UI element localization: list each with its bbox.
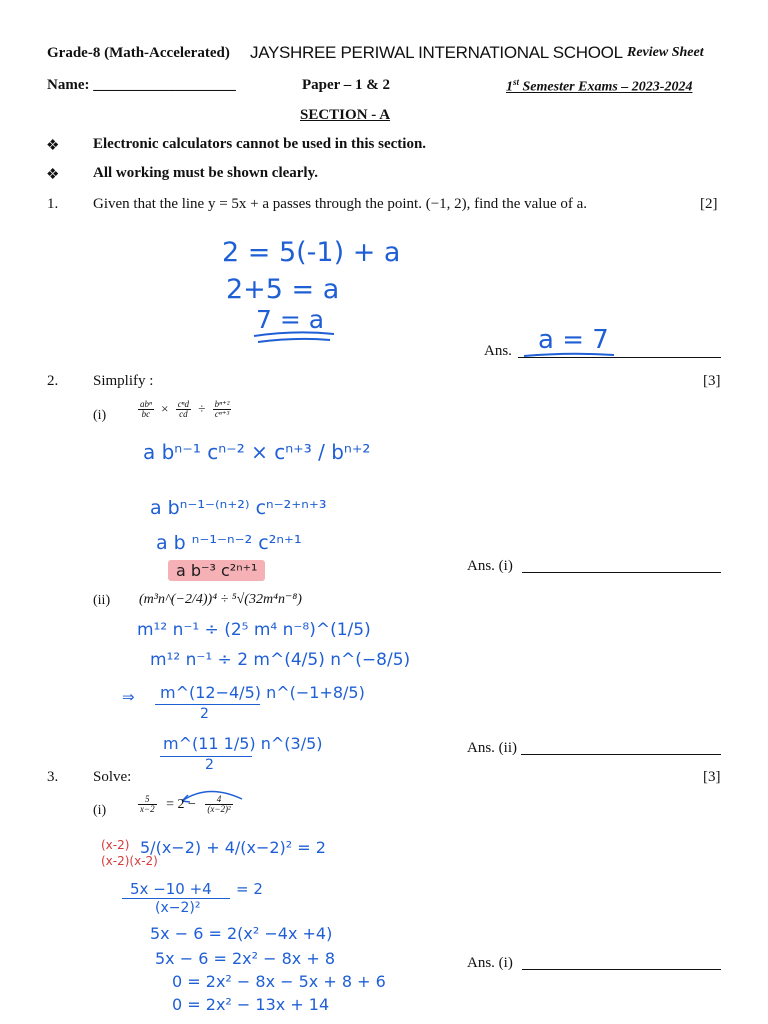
- answer-line: [522, 955, 721, 970]
- handwritten-work: m^(11 1/5) n^(3/5): [163, 734, 323, 753]
- handwritten-work: 2: [205, 757, 214, 773]
- paper-label: Paper – 1 & 2: [302, 77, 391, 93]
- handwritten-work: 5x − 6 = 2(x² −4x +4): [150, 924, 333, 943]
- exam-title: 1st Semester Exams – 2023-2024: [506, 77, 693, 95]
- bullet-icon: ❖: [46, 136, 60, 154]
- handwritten-note: (x-2): [101, 838, 130, 852]
- question-number: 3.: [47, 769, 59, 785]
- fraction-bar: [155, 704, 260, 705]
- question-text: Solve:: [93, 769, 132, 785]
- answer-label: Ans. (ii): [467, 740, 517, 756]
- part-label: (ii): [93, 593, 111, 608]
- handwritten-work: a bⁿ⁻¹⁻⁽ⁿ⁺²⁾ cⁿ⁻²⁺ⁿ⁺³: [150, 497, 327, 519]
- handwritten-work: 5x −10 +4: [130, 880, 212, 898]
- answer-label: Ans.: [484, 343, 512, 359]
- marks: [3]: [703, 373, 721, 389]
- handwritten-work: m¹² n⁻¹ ÷ 2 m^(4/5) n^(−8/5): [150, 650, 411, 670]
- handwritten-work: 5/(x−2) + 4/(x−2)² = 2: [140, 838, 326, 857]
- bullet-icon: ❖: [46, 165, 60, 183]
- handwritten-work: 2+5 = a: [226, 274, 340, 305]
- handwritten-work: 2 = 5(-1) + a: [222, 237, 401, 268]
- sheet-type: Review Sheet: [627, 45, 704, 60]
- marks: [2]: [700, 196, 718, 212]
- section-title: SECTION - A: [300, 107, 391, 123]
- grade-label: Grade-8 (Math-Accelerated): [47, 45, 230, 61]
- question-number: 1.: [47, 196, 59, 212]
- arrow-icon: ⇒: [122, 688, 135, 706]
- handwritten-work: 5x − 6 = 2x² − 8x + 8: [155, 949, 336, 968]
- answer-label: Ans. (i): [467, 955, 513, 971]
- highlighted-result: a b⁻³ c²ⁿ⁺¹: [168, 560, 265, 581]
- expression-2i: $\frac{\text{abⁿ}}{bc}$ × $\frac{\text{cⁿd}}{cd}$ ÷ $\frac{\text{bⁿ⁺²}}{\text{cⁿ⁺³}}$: [140, 399, 230, 420]
- handwritten-work: 2: [200, 706, 209, 722]
- part-label: (i): [93, 803, 107, 818]
- instruction-2: All working must be shown clearly.: [93, 165, 319, 181]
- handwritten-note: (x-2)(x-2): [101, 854, 158, 868]
- handwritten-work: m¹² n⁻¹ ÷ (2⁵ m⁴ n⁻⁸)^(1/5): [137, 620, 371, 640]
- answer-underline: [520, 350, 620, 362]
- handwritten-work: 0 = 2x² − 8x − 5x + 8 + 6: [172, 972, 386, 991]
- handwritten-work: a bⁿ⁻¹ cⁿ⁻² × cⁿ⁺³ / bⁿ⁺²: [143, 440, 371, 464]
- expression-3i: $\frac{5}{x-2}$ = 2 − $\frac{4}{\text{(x−2)²}}$: [140, 794, 231, 815]
- handwritten-work: 0 = 2x² − 13x + 14: [172, 995, 330, 1014]
- instruction-1: Electronic calculators cannot be used in this section.: [93, 136, 427, 152]
- school-name: JAYSHREE PERIWAL INTERNATIONAL SCHOOL: [250, 43, 623, 62]
- answer-line: [521, 740, 721, 755]
- expression-2ii: (m³n^(−2/4))⁴ ÷ ⁵√(32m⁴n⁻⁸): [139, 592, 302, 607]
- question-text: Given that the line y = 5x + a passes through the point. (−1, 2), find the value of a.: [93, 196, 588, 212]
- answer-line: [522, 558, 721, 573]
- marks: [3]: [703, 769, 721, 785]
- fraction-bar: [122, 898, 230, 899]
- question-number: 2.: [47, 373, 59, 389]
- handwritten-work: = 2: [236, 880, 263, 898]
- handwritten-work: 7 = a: [256, 305, 325, 334]
- question-text: Simplify :: [93, 373, 154, 389]
- answer-label: Ans. (i): [467, 558, 513, 574]
- handwritten-work: a b ⁿ⁻¹⁻ⁿ⁻² c²ⁿ⁺¹: [156, 532, 302, 554]
- handwritten-work: m^(12−4/5) n^(−1+8/5): [160, 683, 365, 702]
- underline-scribble: [250, 328, 340, 346]
- answer-value: a = 7: [538, 325, 609, 355]
- name-field: Name: ___________________: [47, 77, 236, 93]
- part-label: (i): [93, 408, 107, 423]
- handwritten-work: (x−2)²: [155, 900, 201, 916]
